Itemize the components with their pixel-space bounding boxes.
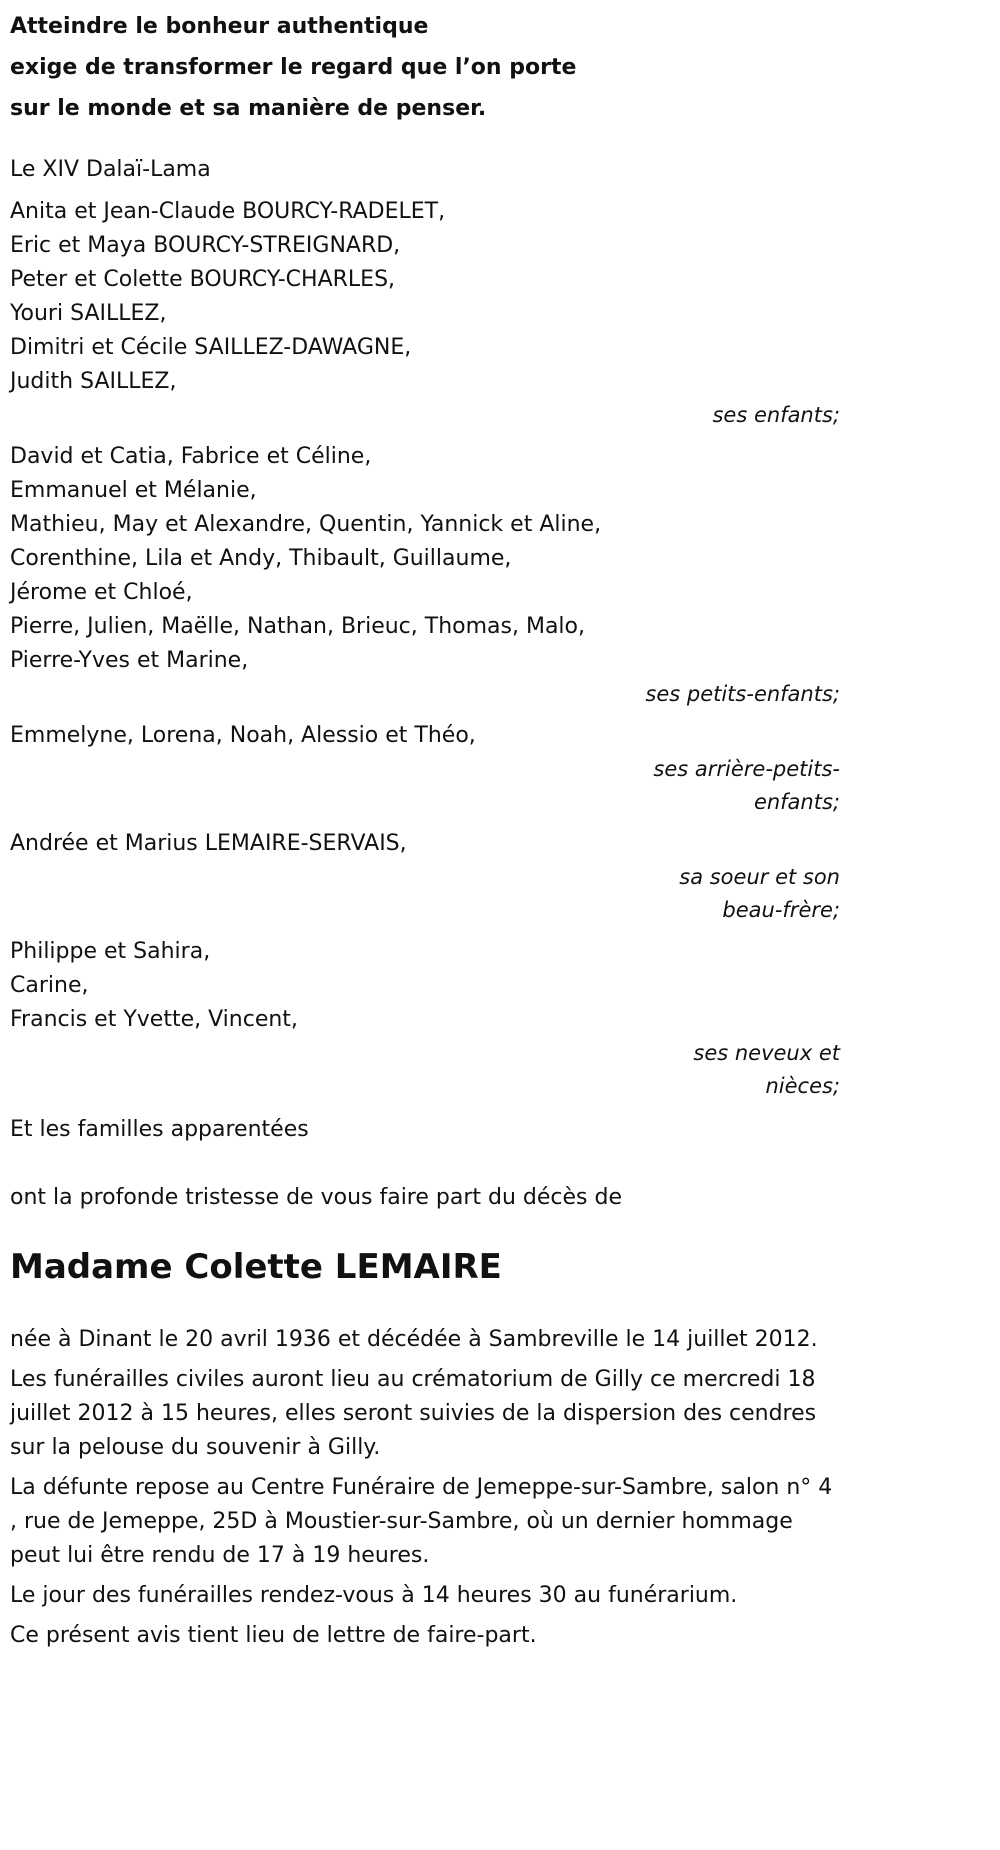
quote-author: Le XIV Dalaï-Lama	[10, 157, 211, 182]
related-families: Et les familles apparentées	[10, 1117, 309, 1142]
family-role: ses arrière-petits-enfants;	[653, 757, 840, 814]
announcement-text: ont la profonde tristesse de vous faire part du décès de	[10, 1185, 622, 1210]
obituary-page	[10, 0, 990, 1659]
family-names-line: Youri SAILLEZ,	[10, 301, 167, 326]
family-role: ses petits-enfants;	[645, 682, 840, 706]
family-names-line: Philippe et Sahira,	[10, 939, 211, 964]
quote-block	[10, 6, 840, 129]
family-group-sibling	[10, 827, 840, 927]
family-group-grandchildren	[10, 440, 840, 711]
obituary-content	[10, 6, 840, 1653]
detail-paragraph: Le jour des funérailles rendez-vous à 14 heures 30 au funérarium.	[10, 1583, 738, 1608]
family-role: ses enfants;	[712, 403, 840, 427]
family-names-line: Andrée et Marius LEMAIRE-SERVAIS,	[10, 831, 407, 856]
family-names-line: Peter et Colette BOURCY-CHARLES,	[10, 267, 396, 292]
family-names-line: Judith SAILLEZ,	[10, 369, 177, 394]
family-names-line: Corenthine, Lila et Andy, Thibault, Guillaume,	[10, 546, 512, 571]
detail-paragraph: Ce présent avis tient lieu de lettre de faire-part.	[10, 1623, 537, 1648]
detail-paragraph: Les funérailles civiles auront lieu au crématorium de Gilly ce mercredi 18 juillet 2012 à 15 heures, elles seront suivies de la dispersion des cendres sur la pelouse du souvenir à Gilly.	[10, 1367, 817, 1460]
family-group-nephews	[10, 935, 840, 1103]
family-names-line: Dimitri et Cécile SAILLEZ-DAWAGNE,	[10, 335, 412, 360]
funeral-details	[10, 1323, 840, 1653]
family-role: sa soeur et son beau-frère;	[679, 865, 840, 922]
family-names-line: Pierre-Yves et Marine,	[10, 648, 249, 673]
detail-paragraph: née à Dinant le 20 avril 1936 et décédée à Sambreville le 14 juillet 2012.	[10, 1327, 818, 1352]
family-group-children	[10, 195, 840, 432]
family-role: ses neveux et nièces;	[693, 1041, 840, 1098]
quote-line: Atteindre le bonheur authentique	[10, 14, 429, 39]
detail-paragraph: La défunte repose au Centre Funéraire de Jemeppe-sur-Sambre, salon n° 4 , rue de Jemeppe, 25D à Moustier-sur-Sambre, où un dernier hommage peut lui être rendu de 17 à 19 heures.	[10, 1475, 833, 1568]
quote-line: sur le monde et sa manière de penser.	[10, 96, 487, 121]
family-names-line: Emmelyne, Lorena, Noah, Alessio et Théo,	[10, 723, 476, 748]
family-names-line: Francis et Yvette, Vincent,	[10, 1007, 298, 1032]
family-names-line: Anita et Jean-Claude BOURCY-RADELET,	[10, 199, 446, 224]
family-names-line: Carine,	[10, 973, 89, 998]
family-group-great-grandchildren	[10, 719, 840, 819]
family-names-line: Mathieu, May et Alexandre, Quentin, Yannick et Aline,	[10, 512, 602, 537]
quote-line: exige de transformer le regard que l’on porte	[10, 55, 577, 80]
family-names-line: Jérome et Chloé,	[10, 580, 193, 605]
family-names-line: Eric et Maya BOURCY-STREIGNARD,	[10, 233, 401, 258]
family-names-line: Pierre, Julien, Maëlle, Nathan, Brieuc, Thomas, Malo,	[10, 614, 585, 639]
deceased-name: Madame Colette LEMAIRE	[10, 1247, 502, 1287]
family-names-line: David et Catia, Fabrice et Céline,	[10, 444, 372, 469]
family-names-line: Emmanuel et Mélanie,	[10, 478, 257, 503]
